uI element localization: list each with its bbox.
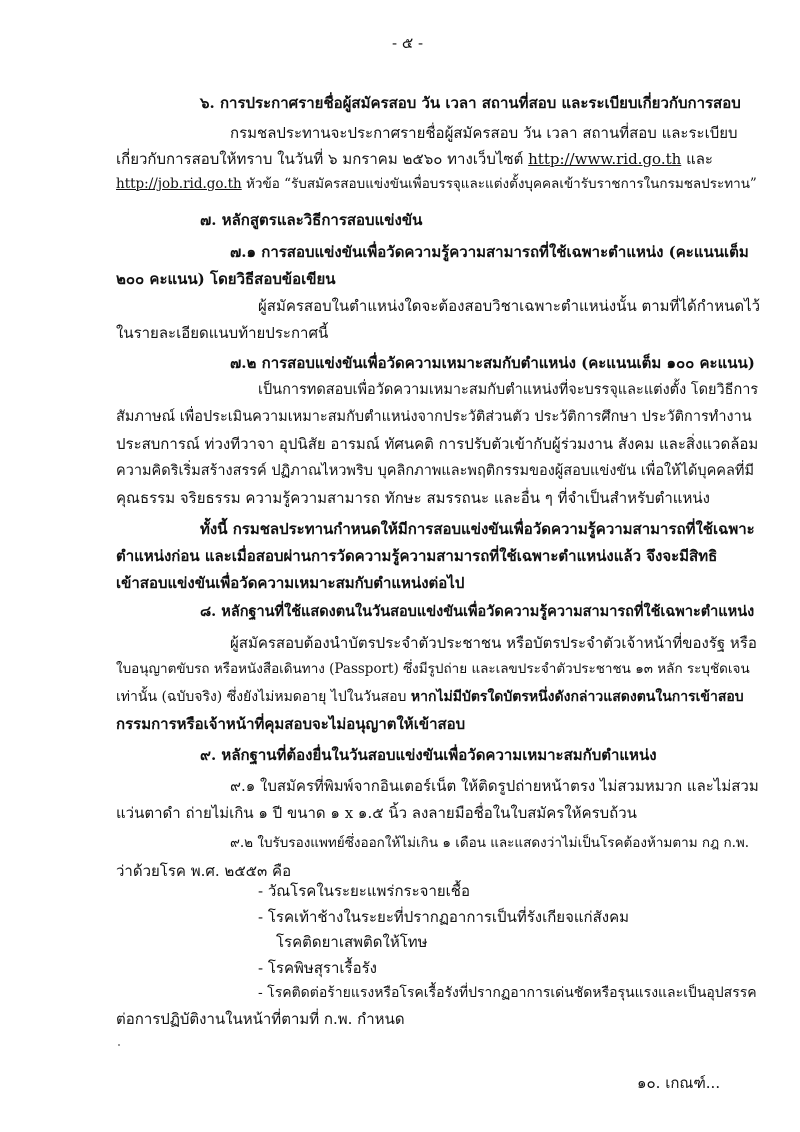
disease-item-3: โรคติดยาเสพติดให้โทษ: [276, 933, 428, 951]
section-7-2-line-1: ๗.๒ การสอบแข่งขันเพื่อวัดความเหมาะสมกับตำแหน่ง (คะแนนเต็ม ๑๐๐ คะแนน): [230, 354, 755, 372]
section-7-2-line-2: เป็นการทดสอบเพื่อวัดความเหมาะสมกับตำแหน่งที่จะบรรจุและแต่งตั้ง โดยวิธีการ: [258, 382, 759, 398]
section-9-1-line-1: ๙.๑ ใบสมัครที่พิมพ์จากอินเตอร์เน็ต ให้ติดรูปถ่ายหน้าตรง ไม่สวมหมวก และไม่สวม: [230, 777, 759, 795]
section-8-line-1: ผู้สมัครสอบต้องนำบัตรประจำตัวประชาชน หรือบัตรประจำตัวเจ้าหน้าที่ของรัฐ หรือ: [230, 634, 757, 652]
section-6-line-3: [116, 178, 757, 192]
scan-speck: [118, 1044, 120, 1046]
section-9-2-line-2: ว่าด้วยโรค พ.ศ. ๒๕๕๓ คือ: [116, 862, 292, 880]
disease-item-2: - โรคเท้าช้างในระยะที่ปรากฏอาการเป็นที่รังเกียจแก่สังคม: [258, 908, 630, 926]
section-7-1-line-3: ผู้สมัครสอบในตำแหน่งใดจะต้องสอบวิชาเฉพาะตำแหน่งนั้น ตามที่ได้กำหนดไว้: [258, 297, 761, 315]
section-6-line-2-and: และ: [686, 150, 713, 168]
section-7-heading: ๗. หลักสูตรและวิธีการสอบแข่งขัน: [200, 211, 423, 229]
section-6-line-2: [116, 152, 713, 167]
section-7-note-line-1: ทั้งนี้ กรมชลประทานกำหนดให้มีการสอบแข่งขันเพื่อวัดความรู้ความสามารถที่ใช้เฉพาะ: [200, 520, 755, 538]
section-8-line-3-bold: หากไม่มีบัตรใดบัตรหนึ่งดังกล่าวแสดงตนในการเข้าสอบ: [410, 689, 744, 705]
section-6-line-1: กรมชลประทานจะประกาศรายชื่อผู้สมัครสอบ วัน เวลา สถานที่สอบ และระเบียบ: [230, 124, 738, 142]
section-7-note-line-3: เข้าสอบแข่งขันเพื่อวัดความเหมาะสมกับตำแหน่งต่อไป: [116, 574, 465, 592]
rid-website-link[interactable]: http://www.rid.go.th: [528, 150, 682, 168]
section-9-heading: ๙. หลักฐานที่ต้องยื่นในวันสอบแข่งขันเพื่อวัดความเหมาะสมกับตำแหน่ง: [200, 746, 657, 764]
continuation-marker: ๑๐. เกณฑ์...: [637, 1074, 721, 1092]
section-8-heading: ๘. หลักฐานที่ใช้แสดงตนในวันสอบแข่งขันเพื่อวัดความรู้ความสามารถที่ใช้เฉพาะตำแหน่ง: [200, 603, 755, 620]
section-6-heading: ๖. การประกาศรายชื่อผู้สมัครสอบ วัน เวลา สถานที่สอบ และระเบียบเกี่ยวกับการสอบ: [200, 94, 741, 112]
job-website-link[interactable]: http://job.rid.go.th: [116, 176, 242, 192]
section-7-2-line-4: ประสบการณ์ ท่วงทีวาจา อุปนิสัย อารมณ์ ทัศนคติ การปรับตัวเข้ากับผู้ร่วมงาน สังคม และสิ่งแวดล้อม: [116, 435, 759, 453]
section-9-2-line-1: ๙.๒ ใบรับรองแพทย์ซึ่งออกให้ไม่เกิน ๑ เดือน และแสดงว่าไม่เป็นโรคต้องห้ามตาม กฎ ก.พ.: [230, 835, 750, 851]
section-6-line-2-text: เกี่ยวกับการสอบให้ทราบ ในวันที่ ๖ มกราคม ๒๕๖๐ ทางเว็บไซต์: [116, 150, 524, 168]
section-7-1-line-2: ๒๐๐ คะแนน) โดยวิธีสอบข้อเขียน: [116, 270, 336, 288]
section-8-line-4: กรรมการหรือเจ้าหน้าที่คุมสอบจะไม่อนุญาตให้เข้าสอบ: [116, 715, 466, 733]
disease-item-5: - โรคติดต่อร้ายแรงหรือโรคเรื้อรังที่ปรากฏอาการเด่นชัดหรือรุนแรงและเป็นอุปสรรค: [258, 985, 757, 1001]
disease-item-4: - โรคพิษสุราเรื้อรัง: [258, 959, 377, 977]
section-7-note-line-2: ตำแหน่งก่อน และเมื่อสอบผ่านการวัดความรู้ความสามารถที่ใช้เฉพาะตำแหน่งแล้ว จึงจะมีสิทธิ: [116, 547, 718, 565]
section-7-2-line-5: ความคิดริเริ่มสร้างสรรค์ ปฏิภาณไหวพริบ บุคลิกภาพและพฤติกรรมของผู้สอบแข่งขัน เพื่อให้ได้บุคคลที่มี: [116, 463, 755, 479]
section-7-2-line-3: สัมภาษณ์ เพื่อประเมินความเหมาะสมกับตำแหน่งจากประวัติส่วนตัว ประวัติการศึกษา ประวัติการทำงาน: [116, 409, 752, 425]
section-9-1-line-2: แว่นตาดำ ถ่ายไม่เกิน ๑ ปี ขนาด ๑ x ๑.๕ นิ้ว ลงลายมือชื่อในใบสมัครให้ครบถ้วน: [116, 804, 637, 822]
section-8-line-2: ใบอนุญาตขับรถ หรือหนังสือเดินทาง (Passport) ซึ่งมีรูปถ่าย และเลขประจำตัวประชาชน ๑๓ หลัก ระบุชัดเจน: [116, 661, 750, 677]
section-8-line-3: [116, 690, 744, 704]
section-7-1-line-1: ๗.๑ การสอบแข่งขันเพื่อวัดความรู้ความสามารถที่ใช้เฉพาะตำแหน่ง (คะแนนเต็ม: [230, 243, 749, 261]
section-7-1-line-4: ในรายละเอียดแนบท้ายประกาศนี้: [116, 324, 329, 342]
disease-item-1: - วัณโรคในระยะแพร่กระจายเชื้อ: [258, 882, 470, 900]
page-number: - ๕ -: [392, 34, 424, 52]
section-6-line-3-text: หัวข้อ “รับสมัครสอบแข่งขันเพื่อบรรจุและแต่งตั้งบุคคลเข้ารับราชการในกรมชลประทาน”: [246, 176, 757, 192]
section-8-line-3-text: เท่านั้น (ฉบับจริง) ซึ่งยังไม่หมดอายุ ไปในวันสอบ: [116, 689, 407, 705]
section-7-2-line-6: คุณธรรม จริยธรรม ความรู้ความสามารถ ทักษะ สมรรถนะ และอื่น ๆ ที่จำเป็นสำหรับตำแหน่ง: [116, 489, 710, 507]
section-9-last-line: ต่อการปฏิบัติงานในหน้าที่ตามที่ ก.พ. กำหนด: [116, 1010, 405, 1028]
